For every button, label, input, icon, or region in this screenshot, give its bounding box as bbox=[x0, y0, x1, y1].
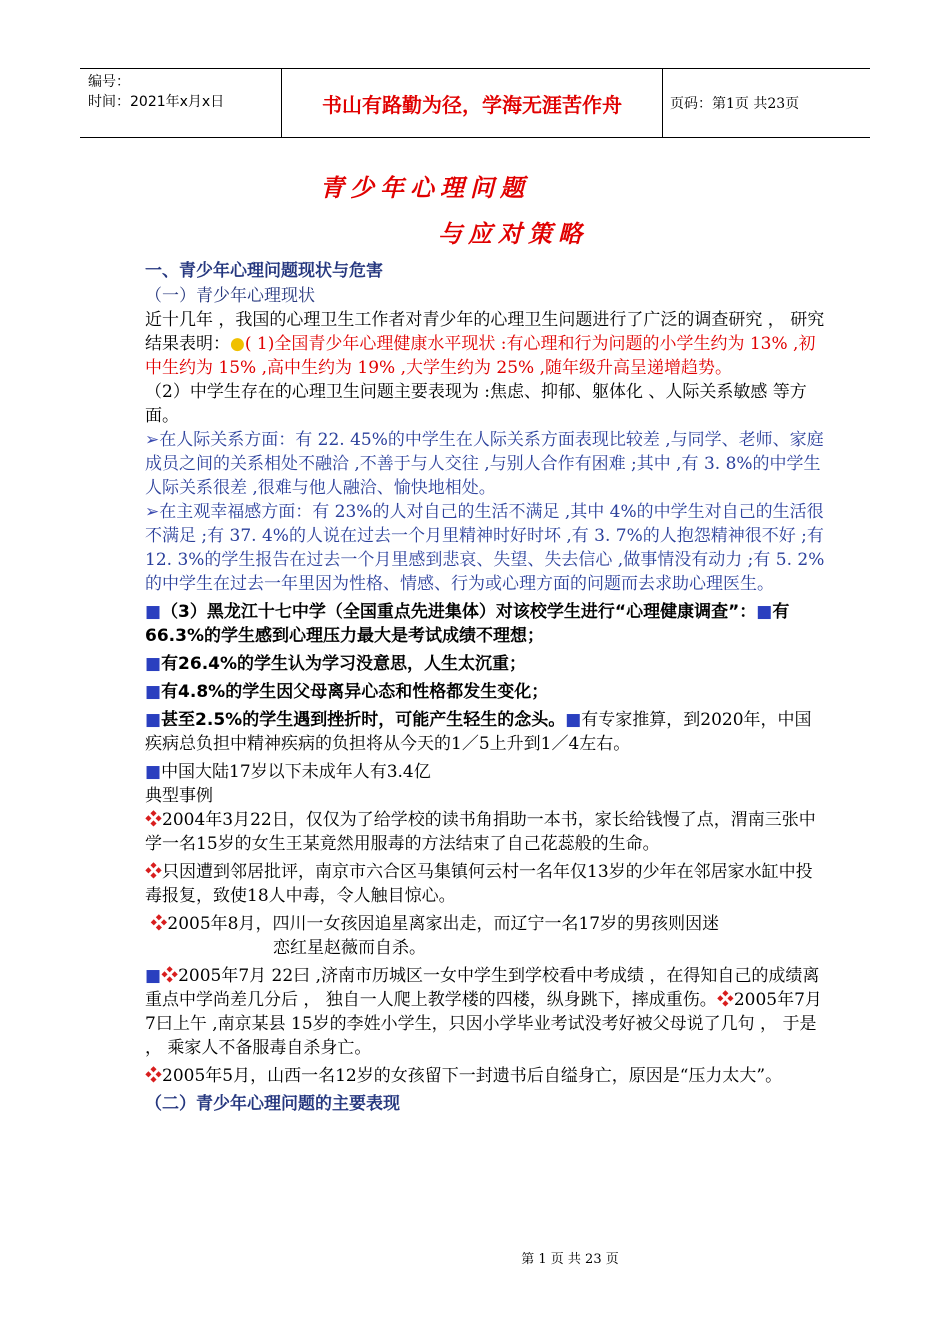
footer-page-number: 第 1 页 共 23 页 bbox=[521, 1252, 619, 1267]
case-6-text: 2005年5月，山西一名12岁的女孩留下一封遗书后自缢身亡，原因是“压力太大”。 bbox=[162, 1066, 783, 1086]
paragraph-stat-4 bbox=[145, 708, 825, 756]
diamond-bullet-icon: ❖ bbox=[161, 966, 179, 986]
population-text: 中国大陆17岁以下未成年人有3.4亿 bbox=[161, 762, 431, 782]
title-line-1: 青少年心理问题 bbox=[320, 173, 530, 202]
case-6 bbox=[145, 1064, 825, 1088]
document-header bbox=[80, 68, 870, 138]
square-bullet-icon: ■ bbox=[145, 710, 162, 730]
paragraph-interpersonal bbox=[145, 428, 825, 500]
case-3-continued: 恋红星赵薇而自杀。 bbox=[273, 938, 426, 958]
case-4-text: 2005年7月 22曰 ,济南市历城区一女中学生到学校看中考成绩 ，在得知自己的成绩离重点中学尚差几分后 ， 独自一人爬上教学楼的四楼，纵身跳下，摔成重伤。 bbox=[145, 966, 820, 1010]
arrow-bullet-icon: ➢ bbox=[145, 502, 160, 522]
square-bullet-icon: ■ bbox=[145, 966, 162, 986]
wellbeing-text: 在主观幸福感方面：有 23%的人对自己的生活不满足 ,其中 4%的中学生对自己的生活很不满足 ;有 37. 4%的人说在过去一个月里精神时好时坏 ,有 3. 7%的人抱怨精神很不好 ;有 12. 3%的学生报告在过去一个月里感到悲哀、失望、失去信心 ,做事情没有动力 ;有 5. 2%的中学生在过去一年里因为性格、情感、行为或心理方面的问题而去求助心理医生。 bbox=[145, 502, 825, 594]
case-4-5 bbox=[145, 964, 825, 1060]
interpersonal-text: 在人际关系方面：有 22. 45%的中学生在人际关系方面表现比较差 ,与同学、老师、家庭成员之间的关系相处不融洽 ,不善于与人交往 ,与别人合作有困难 ;其中 ,有 3. 8%的中学生人际关系很差 ,很难与他人融洽、愉快地相处。 bbox=[145, 430, 824, 498]
section-heading: 一、青少年心理问题现状与危害 bbox=[145, 261, 383, 281]
time-label: 时间：2021年x月x日 bbox=[88, 94, 225, 110]
case-1-text: 2004年3月22日，仅仅为了给学校的读书角捐助一本书，家长给钱慢了点，渭南三张中学一名15岁的女生王某竟然用服毒的方法结束了自己花蕊般的生命。 bbox=[145, 810, 816, 854]
diamond-bullet-icon: ❖ bbox=[716, 990, 734, 1010]
square-bullet-icon: ■ bbox=[145, 654, 162, 674]
subsection-heading: （一）青少年心理现状 bbox=[145, 286, 315, 306]
square-bullet-icon: ■ bbox=[145, 762, 162, 782]
arrow-bullet-icon: ➢ bbox=[145, 430, 160, 450]
stat-4-text: 甚至2.5%的学生遇到挫折时，可能产生轻生的念头。 bbox=[161, 710, 566, 730]
square-bullet-icon: ■ bbox=[145, 602, 162, 622]
paragraph-stat-2 bbox=[145, 652, 825, 676]
square-bullet-icon: ■ bbox=[565, 710, 582, 730]
case-1 bbox=[145, 808, 825, 856]
case-2-text: 只因遭到邻居批评，南京市六合区马集镇何云村一名年仅13岁的少年在邻居家水缸中投毒报复，致使18人中毒，令人触目惊心。 bbox=[145, 862, 813, 906]
document-body bbox=[145, 258, 825, 1116]
diamond-bullet-icon: ❖ bbox=[145, 1066, 162, 1086]
square-bullet-icon: ■ bbox=[145, 682, 162, 702]
header-meta bbox=[80, 69, 280, 137]
diamond-bullet-icon: ❖ bbox=[145, 810, 162, 830]
bullet-dot-icon: ● bbox=[230, 334, 245, 354]
paragraph-survey bbox=[145, 600, 825, 648]
header-page-info: 页码：第1页 共23页 bbox=[670, 96, 800, 112]
intro-text: 近十几年 ，我国的心理卫生工作者对青少年的心理卫生问题进行了广泛的调查研究 ， 研究结果表明： bbox=[145, 310, 825, 354]
paragraph-wellbeing bbox=[145, 500, 825, 596]
cases-heading: 典型事例 bbox=[145, 786, 213, 806]
paragraph-symptoms: （2）中学生存在的心理卫生问题主要表现为 :焦虑、抑郁、躯体化 、人际关系敏感 等方面。 bbox=[145, 382, 807, 426]
case-2 bbox=[145, 860, 825, 908]
header-motto: 书山有路勤为径，学海无涯苦作舟 bbox=[281, 69, 663, 137]
number-label: 编号： bbox=[88, 74, 130, 90]
survey-stat-1: 有66.3%的学生感到心理压力最大是考试成绩不理想； bbox=[145, 602, 790, 646]
subsection-heading-2: （二）青少年心理问题的主要表现 bbox=[145, 1094, 400, 1114]
title-line-2: 与应对策略 bbox=[438, 219, 588, 248]
stat-3-text: 有4.8%的学生因父母离异心态和性格都发生变化； bbox=[161, 682, 549, 702]
case-5-text: 2005年7月 7曰上午 ,南京某县 15岁的李姓小学生，只因小学毕业考试没考好被父母说了几句 ， 于是 ， 乘家人不备服毒自杀身亡。 bbox=[145, 990, 822, 1058]
square-bullet-icon: ■ bbox=[756, 602, 773, 622]
paragraph-stat-3 bbox=[145, 680, 825, 704]
paragraph-intro bbox=[145, 308, 825, 380]
case-3-text-a: 2005年8月，四川一女孩因追星离家出走，而辽宁一名17岁的男孩则因迷 bbox=[167, 914, 720, 934]
page-footer bbox=[0, 1248, 950, 1267]
diamond-bullet-icon: ❖ bbox=[150, 914, 168, 934]
diamond-bullet-icon: ❖ bbox=[145, 862, 162, 882]
case-3 bbox=[145, 912, 825, 936]
stat-2-text: 有26.4%的学生认为学习没意思，人生太沉重； bbox=[161, 654, 527, 674]
survey-text: （3）黑龙江十七中学（全国重点先进集体）对该校学生进行“心理健康调查”： bbox=[161, 602, 757, 622]
expert-estimate-text: 有专家推算，到2020年，中国疾病总负担中精神疾病的负担将从今天的1／5上升到1／4左右。 bbox=[145, 710, 812, 754]
paragraph-population bbox=[145, 760, 825, 784]
red-statistics-text: ( 1)全国青少年心理健康水平现状 :有心理和行为问题的小学生约为 13% ,初中生约为 15% ,高中生约为 19% ,大学生约为 25% ,随年级升高呈递增趋势。 bbox=[145, 334, 816, 378]
